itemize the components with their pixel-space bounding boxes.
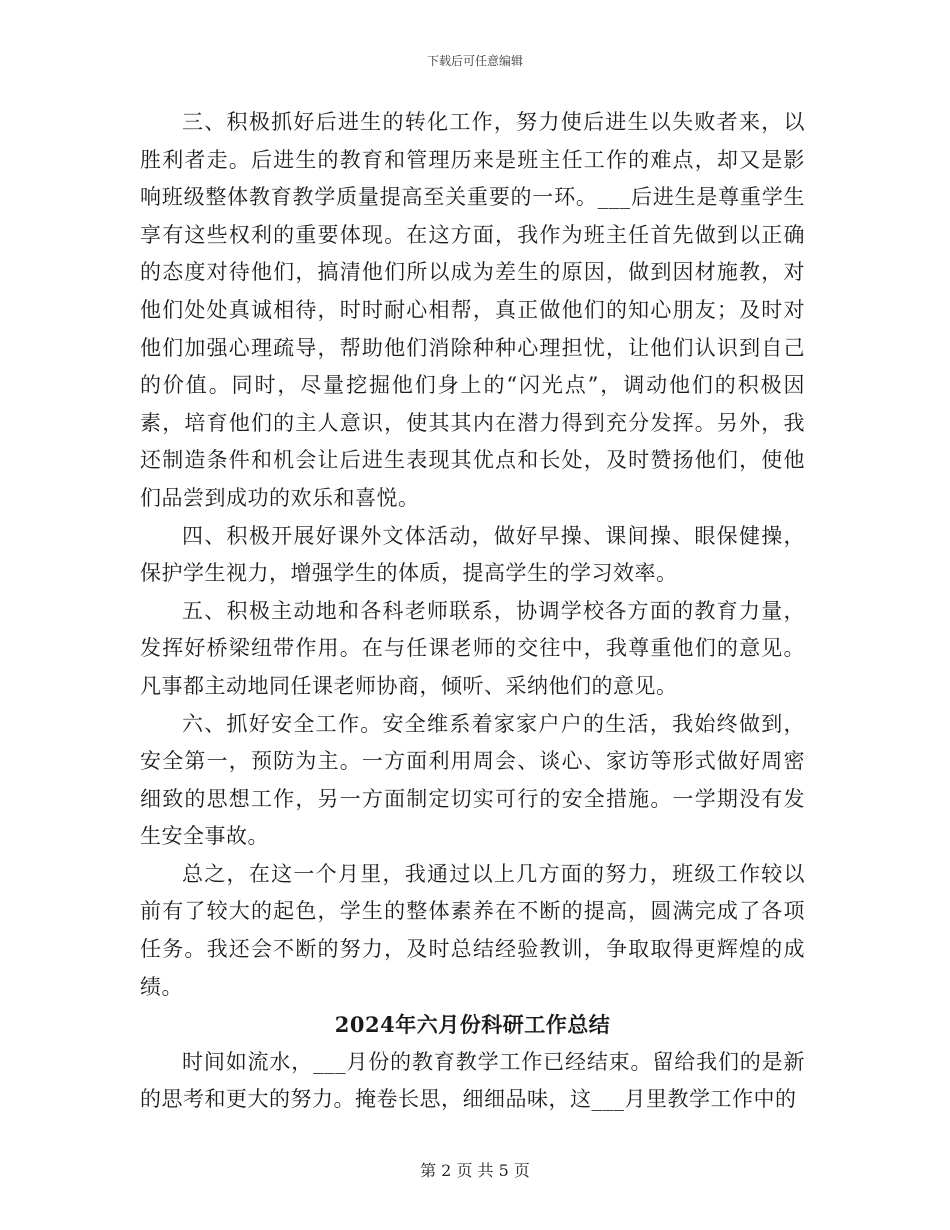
document-body <box>140 104 805 1119</box>
paragraph-teachers-liaison: 五、积极主动地和各科老师联系，协调学校各方面的教育力量，发挥好桥梁纽带作用。在与任课老师的交往中，我尊重他们的意见。凡事都主动地同任课老师协商，倾听、采纳他们的意见。 <box>140 598 805 698</box>
page-number: 第 2 页 共 5 页 <box>420 1161 530 1180</box>
paragraph-research-intro: 时间如流水，___月份的教育教学工作已经结束。留给我们的是新的思考和更大的努力。掩卷长思，细细品味，这___月里教学工作中的 <box>140 1049 805 1112</box>
paragraph-activities: 四、积极开展好课外文体活动，做好早操、课间操、眼保健操，保护学生视力，增强学生的体质，提高学生的学习效率。 <box>140 523 805 586</box>
section-title: 2024年六月份科研工作总结 <box>334 1012 611 1038</box>
header-note: 下载后可任意编辑 <box>426 54 523 68</box>
paragraph-transform-students: 三、积极抓好后进生的转化工作，努力使后进生以失败者来，以胜利者走。后进生的教育和管理历来是班主任工作的难点，却又是影响班级整体教育教学质量提高至关重要的一环。___后进生是尊重学生享有这些权利的重要体现。在这方面，我作为班主任首先做到以正确的态度对待他们，搞清他们所以成为差生的原因，做到因材施教，对他们处处真诚相待，时时耐心相帮，真正做他们的知心朋友；及时对他们加强心理疏导，帮助他们消除种种心理担忧，让他们认识到自己的价值。同时，尽量挖掘他们身上的“闪光点”，调动他们的积极因素，培育他们的主人意识，使其其内在潜力得到充分发挥。另外，我还制造条件和机会让后进生表现其优点和长处，及时赞扬他们，使他们品尝到成功的欢乐和喜悦。 <box>140 110 805 510</box>
paragraph-safety: 六、抓好安全工作。安全维系着家家户户的生活，我始终做到，安全第一，预防为主。一方面利用周会、谈心、家访等形式做好周密细致的思想工作，另一方面制定切实可行的安全措施。一学期没有发生安全事故。 <box>140 711 805 849</box>
paragraph-summary: 总之，在这一个月里，我通过以上几方面的努力，班级工作较以前有了较大的起色，学生的整体素养在不断的提高，圆满完成了各项任务。我还会不断的努力，及时总结经验教训，争取取得更辉煌的成绩。 <box>140 861 805 999</box>
